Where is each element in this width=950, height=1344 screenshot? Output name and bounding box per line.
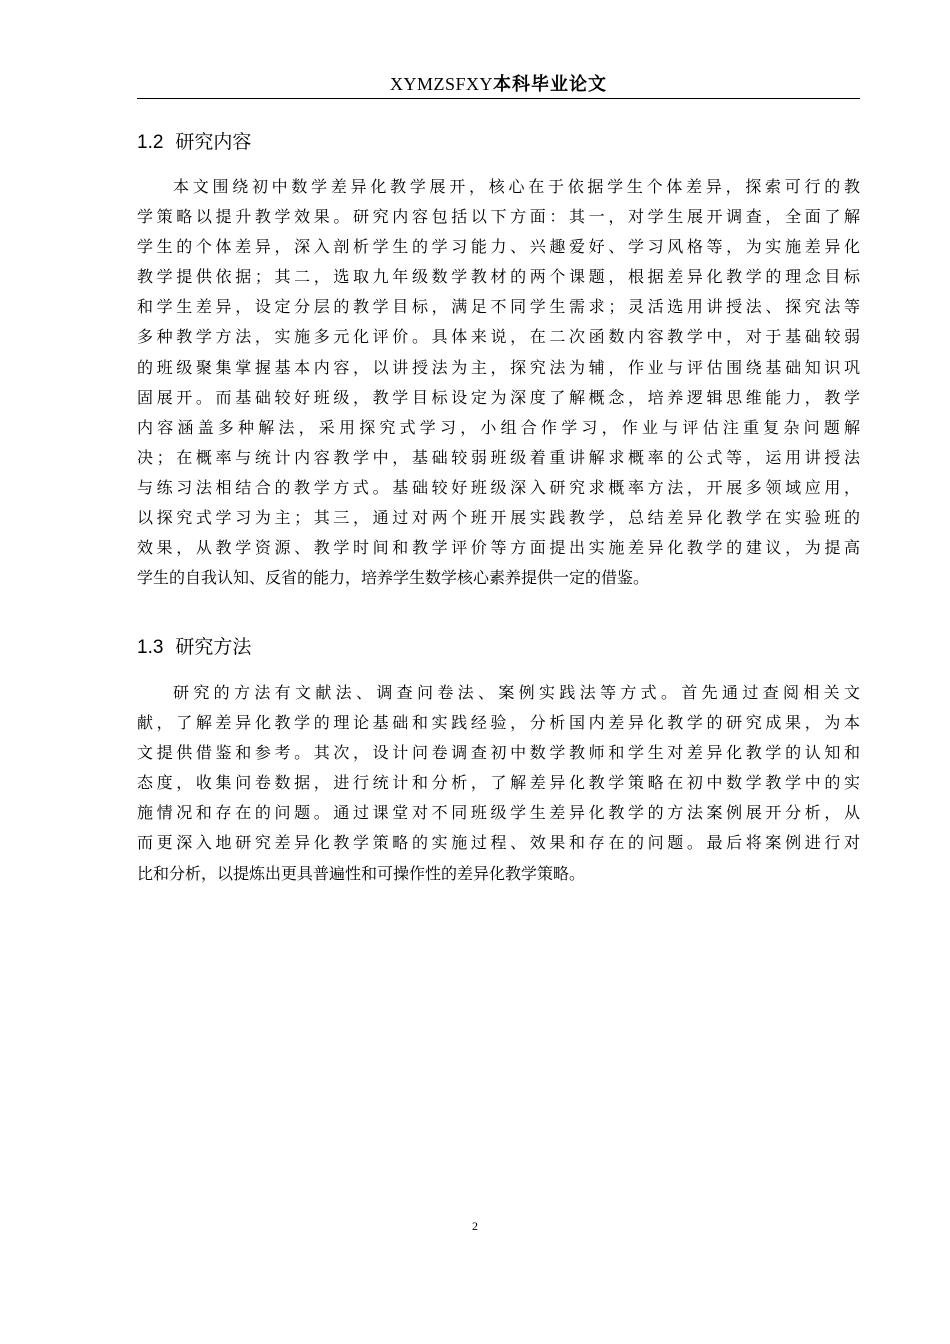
- paragraph-line: 研究的方法有文献法、调查问卷法、案例实践法等方式。首先通过查阅相关文: [173, 683, 860, 702]
- header-suffix: 本科毕业论文: [493, 74, 608, 95]
- paragraph-line: 决；在概率与统计内容教学中，基础较弱班级着重讲解求概率的公式等，运用讲授法: [137, 447, 860, 467]
- paragraph-line: 而更深入地研究差异化教学策略的实施过程、效果和存在的问题。最后将案例进行对: [137, 833, 860, 853]
- paragraph-line: 以探究式学习为主；其三，通过对两个班开展实践教学，总结差异化教学在实验班的: [137, 508, 860, 528]
- paragraph-line: 与练习法相结合的教学方式。基础较好班级深入研究求概率方法，开展多领域应用，: [137, 477, 860, 497]
- paragraph-line: 献，了解差异化教学的理论基础和实践经验，分析国内差异化教学的研究成果，为本: [137, 713, 860, 733]
- section-heading-1-2: [137, 128, 251, 157]
- page-number: 2: [472, 1219, 478, 1233]
- section-heading-1-3: [137, 633, 251, 662]
- paragraph-line: 的班级聚集掌握基本内容，以讲授法为主，探究法为辅，作业与评估围绕基础知识巩: [137, 357, 860, 377]
- paragraph-line: 效果，从教学资源、教学时间和教学评价等方面提出实施差异化教学的建议，为提高: [137, 538, 860, 558]
- section-number-1-2: 1.2: [137, 132, 164, 153]
- section-1-2-paragraph: [137, 172, 860, 593]
- header-prefix: XYMZSFXY: [389, 74, 494, 94]
- paragraph-line: 施情况和存在的问题。通过课堂对不同班级学生差异化教学的方法案例展开分析，从: [137, 803, 860, 823]
- section-number-1-3: 1.3: [137, 637, 164, 658]
- section-title-1-2: 研究内容: [175, 131, 252, 153]
- paragraph-line: 多种教学方法，实施多元化评价。具体来说，在二次函数内容教学中，对于基础较弱: [137, 327, 860, 347]
- paragraph-line: 学生的个体差异，深入剖析学生的学习能力、兴趣爱好、学习风格等，为实施差异化: [137, 237, 860, 257]
- section-1-3-paragraph: [137, 678, 860, 889]
- page-header: [137, 70, 860, 99]
- paragraph-line: 本文围绕初中数学差异化教学展开，核心在于依据学生个体差异，探索可行的教: [173, 177, 860, 196]
- paragraph-line: 学策略以提升教学效果。研究内容包括以下方面：其一，对学生展开调查，全面了解: [137, 207, 860, 227]
- paragraph-line: 内容涵盖多种解法，采用探究式学习，小组合作学习，作业与评估注重复杂问题解: [137, 417, 860, 437]
- header-text: [390, 70, 607, 99]
- paragraph-line: 和学生差异，设定分层的教学目标，满足不同学生需求；灵活选用讲授法、探究法等: [137, 297, 860, 317]
- paragraph-line: 教学提供依据；其二，选取九年级数学教材的两个课题，根据差异化教学的理念目标: [137, 267, 860, 287]
- paragraph-line: 比和分析，以提炼出更具普遍性和可操作性的差异化教学策略。: [137, 863, 586, 883]
- paragraph-line: 态度，收集问卷数据，进行统计和分析，了解差异化教学策略在初中数学教学中的实: [137, 773, 860, 793]
- paragraph-line: 学生的自我认知、反省的能力，培养学生数学核心素养提供一定的借鉴。: [137, 568, 650, 588]
- paragraph-line: 文提供借鉴和参考。其次，设计问卷调查初中数学教师和学生对差异化教学的认知和: [137, 743, 860, 763]
- paragraph-line: 固展开。而基础较好班级，教学目标设定为深度了解概念，培养逻辑思维能力，教学: [137, 387, 860, 407]
- section-title-1-3: 研究方法: [175, 636, 252, 658]
